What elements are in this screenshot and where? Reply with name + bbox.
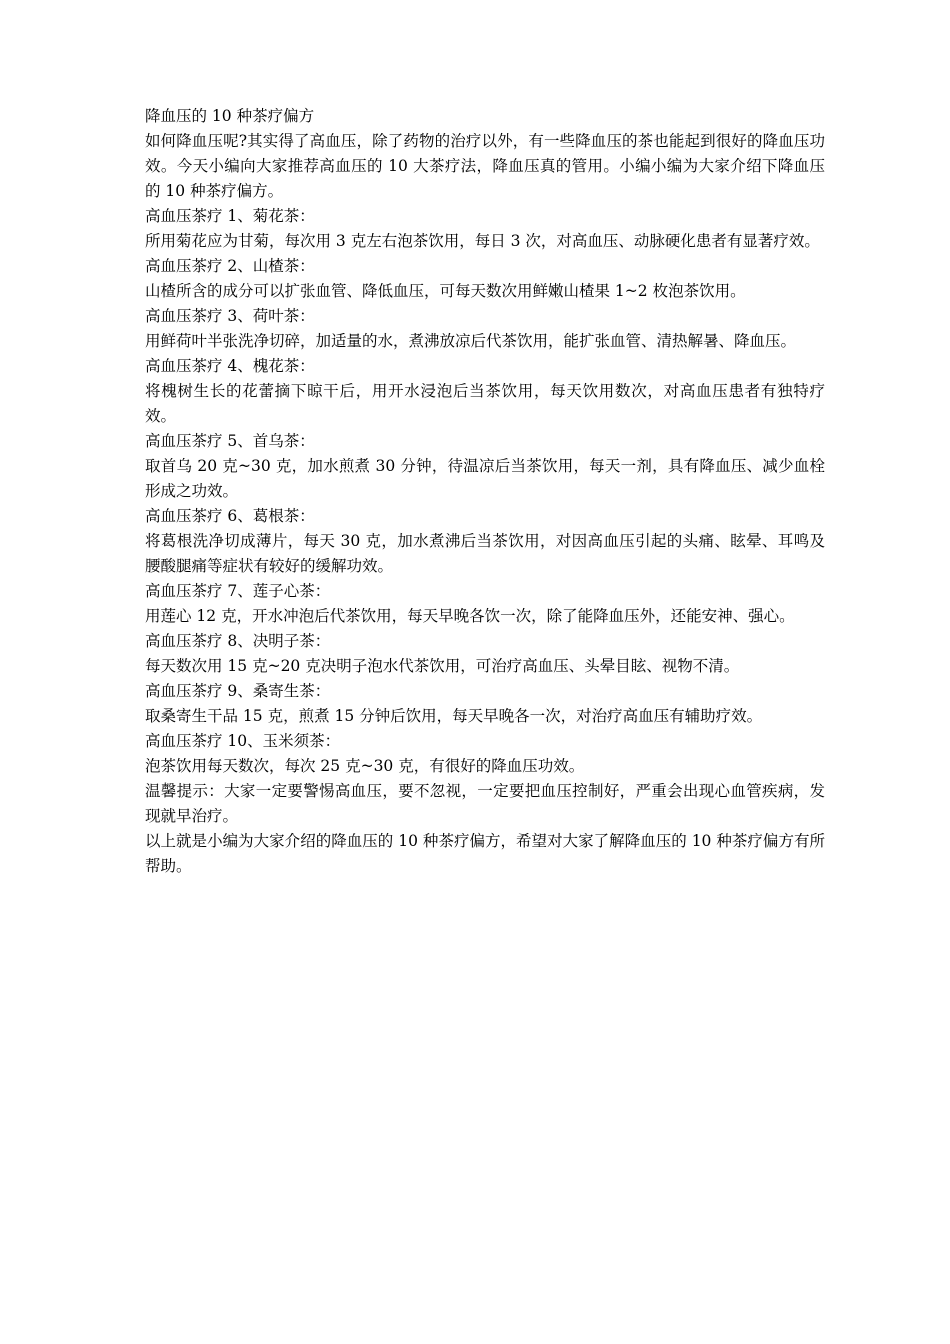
remedy-text: 将槐树生长的花蕾摘下晾干后，用开水浸泡后当茶饮用，每天饮用数次，对高血压患者有独特疗效。 bbox=[145, 382, 825, 425]
remedy-text: 将葛根洗净切成薄片，每天 30 克，加水煮沸后当茶饮用，对因高血压引起的头痛、眩晕、耳鸣及腰酸腿痛等症状有较好的缓解功效。 bbox=[145, 532, 825, 575]
remedy-text: 山楂所含的成分可以扩张血管、降低血压，可每天数次用鲜嫩山楂果 1~2 枚泡茶饮用。 bbox=[145, 282, 746, 300]
remedy-heading: 高血压茶疗 10、玉米须茶： bbox=[145, 732, 341, 750]
remedy-text: 所用菊花应为甘菊，每次用 3 克左右泡茶饮用，每日 3 次，对高血压、动脉硬化患者有显著疗效。 bbox=[145, 232, 820, 250]
remedy-heading: 高血压茶疗 1、菊花茶： bbox=[145, 207, 315, 225]
remedy-text: 取首乌 20 克~30 克，加水煎煮 30 分钟，待温凉后当茶饮用，每天一剂，具有降血压、减少血栓形成之功效。 bbox=[145, 457, 825, 500]
remedy-text: 取桑寄生干品 15 克，煎煮 15 分钟后饮用，每天早晚各一次，对治疗高血压有辅助疗效。 bbox=[145, 707, 763, 725]
document-body bbox=[145, 104, 825, 879]
remedy-heading: 高血压茶疗 6、葛根茶： bbox=[145, 507, 315, 525]
remedy-heading: 高血压茶疗 2、山楂茶： bbox=[145, 257, 315, 275]
remedy-text: 用莲心 12 克，开水冲泡后代茶饮用，每天早晚各饮一次，除了能降血压外，还能安神、强心。 bbox=[145, 607, 795, 625]
remedy-heading: 高血压茶疗 5、首乌茶： bbox=[145, 432, 315, 450]
remedy-heading: 高血压茶疗 4、槐花茶： bbox=[145, 357, 315, 375]
conclusion-paragraph: 以上就是小编为大家介绍的降血压的 10 种茶疗偏方，希望对大家了解降血压的 10 种茶疗偏方有所帮助。 bbox=[145, 832, 825, 875]
tip-paragraph: 温馨提示：大家一定要警惕高血压，要不忽视，一定要把血压控制好，严重会出现心血管疾病，发现就早治疗。 bbox=[145, 782, 825, 825]
remedy-heading: 高血压茶疗 9、桑寄生茶： bbox=[145, 682, 331, 700]
document-title: 降血压的 10 种茶疗偏方 bbox=[145, 107, 315, 125]
intro-paragraph: 如何降血压呢?其实得了高血压，除了药物的治疗以外，有一些降血压的茶也能起到很好的降血压功效。今天小编向大家推荐高血压的 10 大茶疗法，降血压真的管用。小编小编为大家介绍下降血压的 10 种茶疗偏方。 bbox=[145, 132, 825, 200]
remedy-text: 每天数次用 15 克~20 克决明子泡水代茶饮用，可治疗高血压、头晕目眩、视物不清。 bbox=[145, 657, 740, 675]
remedy-text: 泡茶饮用每天数次，每次 25 克~30 克，有很好的降血压功效。 bbox=[145, 757, 585, 775]
remedy-heading: 高血压茶疗 7、莲子心茶： bbox=[145, 582, 331, 600]
remedy-heading: 高血压茶疗 8、决明子茶： bbox=[145, 632, 331, 650]
remedy-heading: 高血压茶疗 3、荷叶茶： bbox=[145, 307, 315, 325]
remedy-text: 用鲜荷叶半张洗净切碎，加适量的水，煮沸放凉后代茶饮用，能扩张血管、清热解暑、降血压。 bbox=[145, 332, 797, 350]
